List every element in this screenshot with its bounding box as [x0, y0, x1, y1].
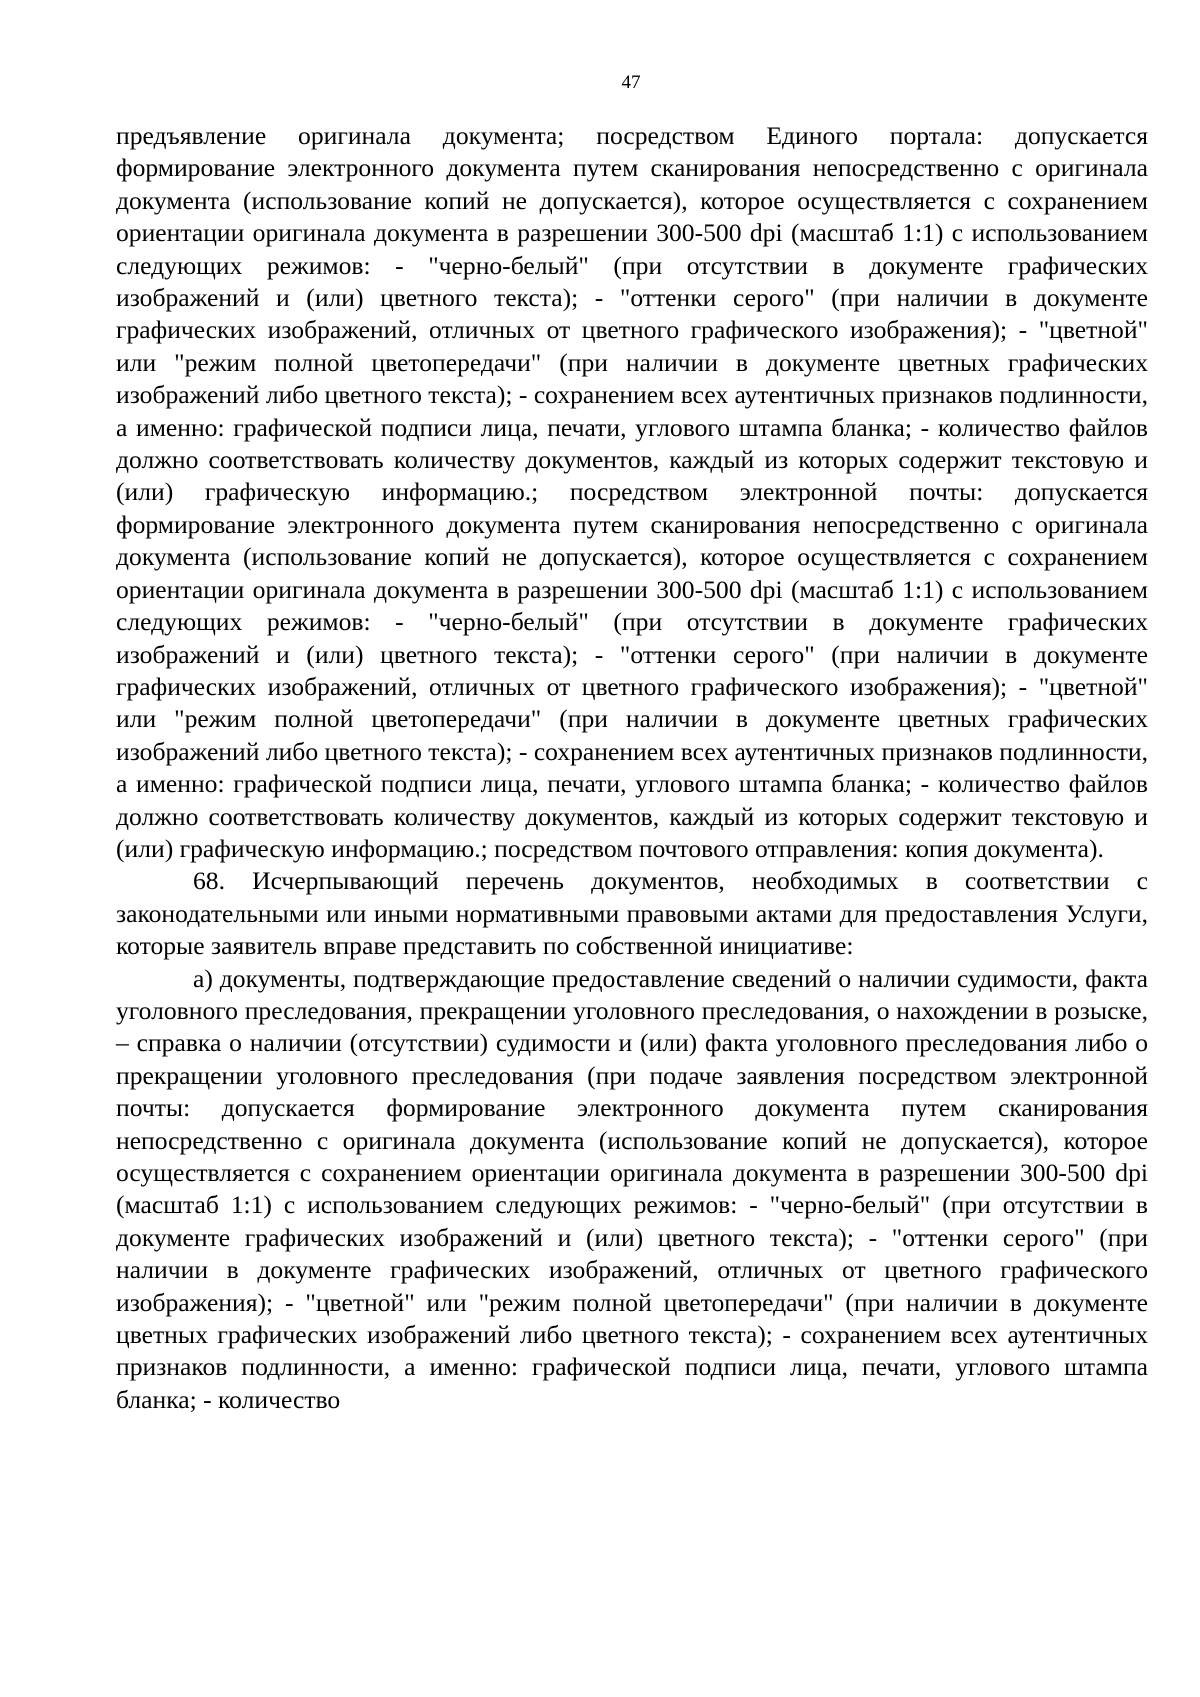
document-body [116, 120, 1148, 1416]
paragraph-item-68: 68. Исчерпывающий перечень документов, необходимых в соответствии с законодательными или иными нормативными правовыми актами для предоставления Услуги, которые заявитель вправе представить по собственной инициативе: [116, 866, 1148, 961]
paragraph-subitem-a: а) документы, подтверждающие предоставление сведений о наличии судимости, факта уголовного преследования, прекращении уголовного преследования, о нахождении в розыске, – справка о наличии (отсутствии) судимости и (или) факта уголовного преследования либо о прекращении уголовного преследования (при подаче заявления посредством электронной почты: допускается формирование электронного документа путем сканирования непосредственно с оригинала документа (использование копий не допускается), которое осуществляется с сохранением ориентации оригинала документа в разрешении 300-500 dpi (масштаб 1:1) с использованием следующих режимов: - "черно-белый" (при отсутствии в документе графических изображений и (или) цветного текста); - "оттенки серого" (при наличии в документе графических изображений, отличных от цветного графического изображения); - "цветной" или "режим полной цветопередачи" (при наличии в документе цветных графических изображений либо цветного текста); - сохранением всех аутентичных признаков подлинности, а именно: графической подписи лица, печати, углового штампа бланка; - количество [116, 963, 1148, 1414]
paragraph-continuation: предъявление оригинала документа; посредством Единого портала: допускается формирование электронного документа путем сканирования непосредственно с оригинала документа (использование копий не допускается), которое осуществляется с сохранением ориентации оригинала документа в разрешении 300-500 dpi (масштаб 1:1) с использованием следующих режимов: - "черно-белый" (при отсутствии в документе графических изображений и (или) цветного текста); - "оттенки серого" (при наличии в документе графических изображений, отличных от цветного графического изображения); - "цветной" или "режим полной цветопередачи" (при наличии в документе цветных графических изображений либо цветного текста); - сохранением всех аутентичных признаков подлинности, а именно: графической подписи лица, печати, углового штампа бланка; - количество файлов должно соответствовать количеству документов, каждый из которых содержит текстовую и (или) графическую информацию.; посредством электронной почты: допускается формирование электронного документа путем сканирования непосредственно с оригинала документа (использование копий не допускается), которое осуществляется с сохранением ориентации оригинала документа в разрешении 300-500 dpi (масштаб 1:1) с использованием следующих режимов: - "черно-белый" (при отсутствии в документе графических изображений и (или) цветного текста); - "оттенки серого" (при наличии в документе графических изображений, отличных от цветного графического изображения); - "цветной" или "режим полной цветопередачи" (при наличии в документе цветных графических изображений либо цветного текста); - сохранением всех аутентичных признаков подлинности, а именно: графической подписи лица, печати, углового штампа бланка; - количество файлов должно соответствовать количеству документов, каждый из которых содержит текстовую и (или) графическую информацию.; посредством почтового отправления: копия документа). [116, 121, 1148, 863]
page-number: 47 [621, 72, 641, 93]
